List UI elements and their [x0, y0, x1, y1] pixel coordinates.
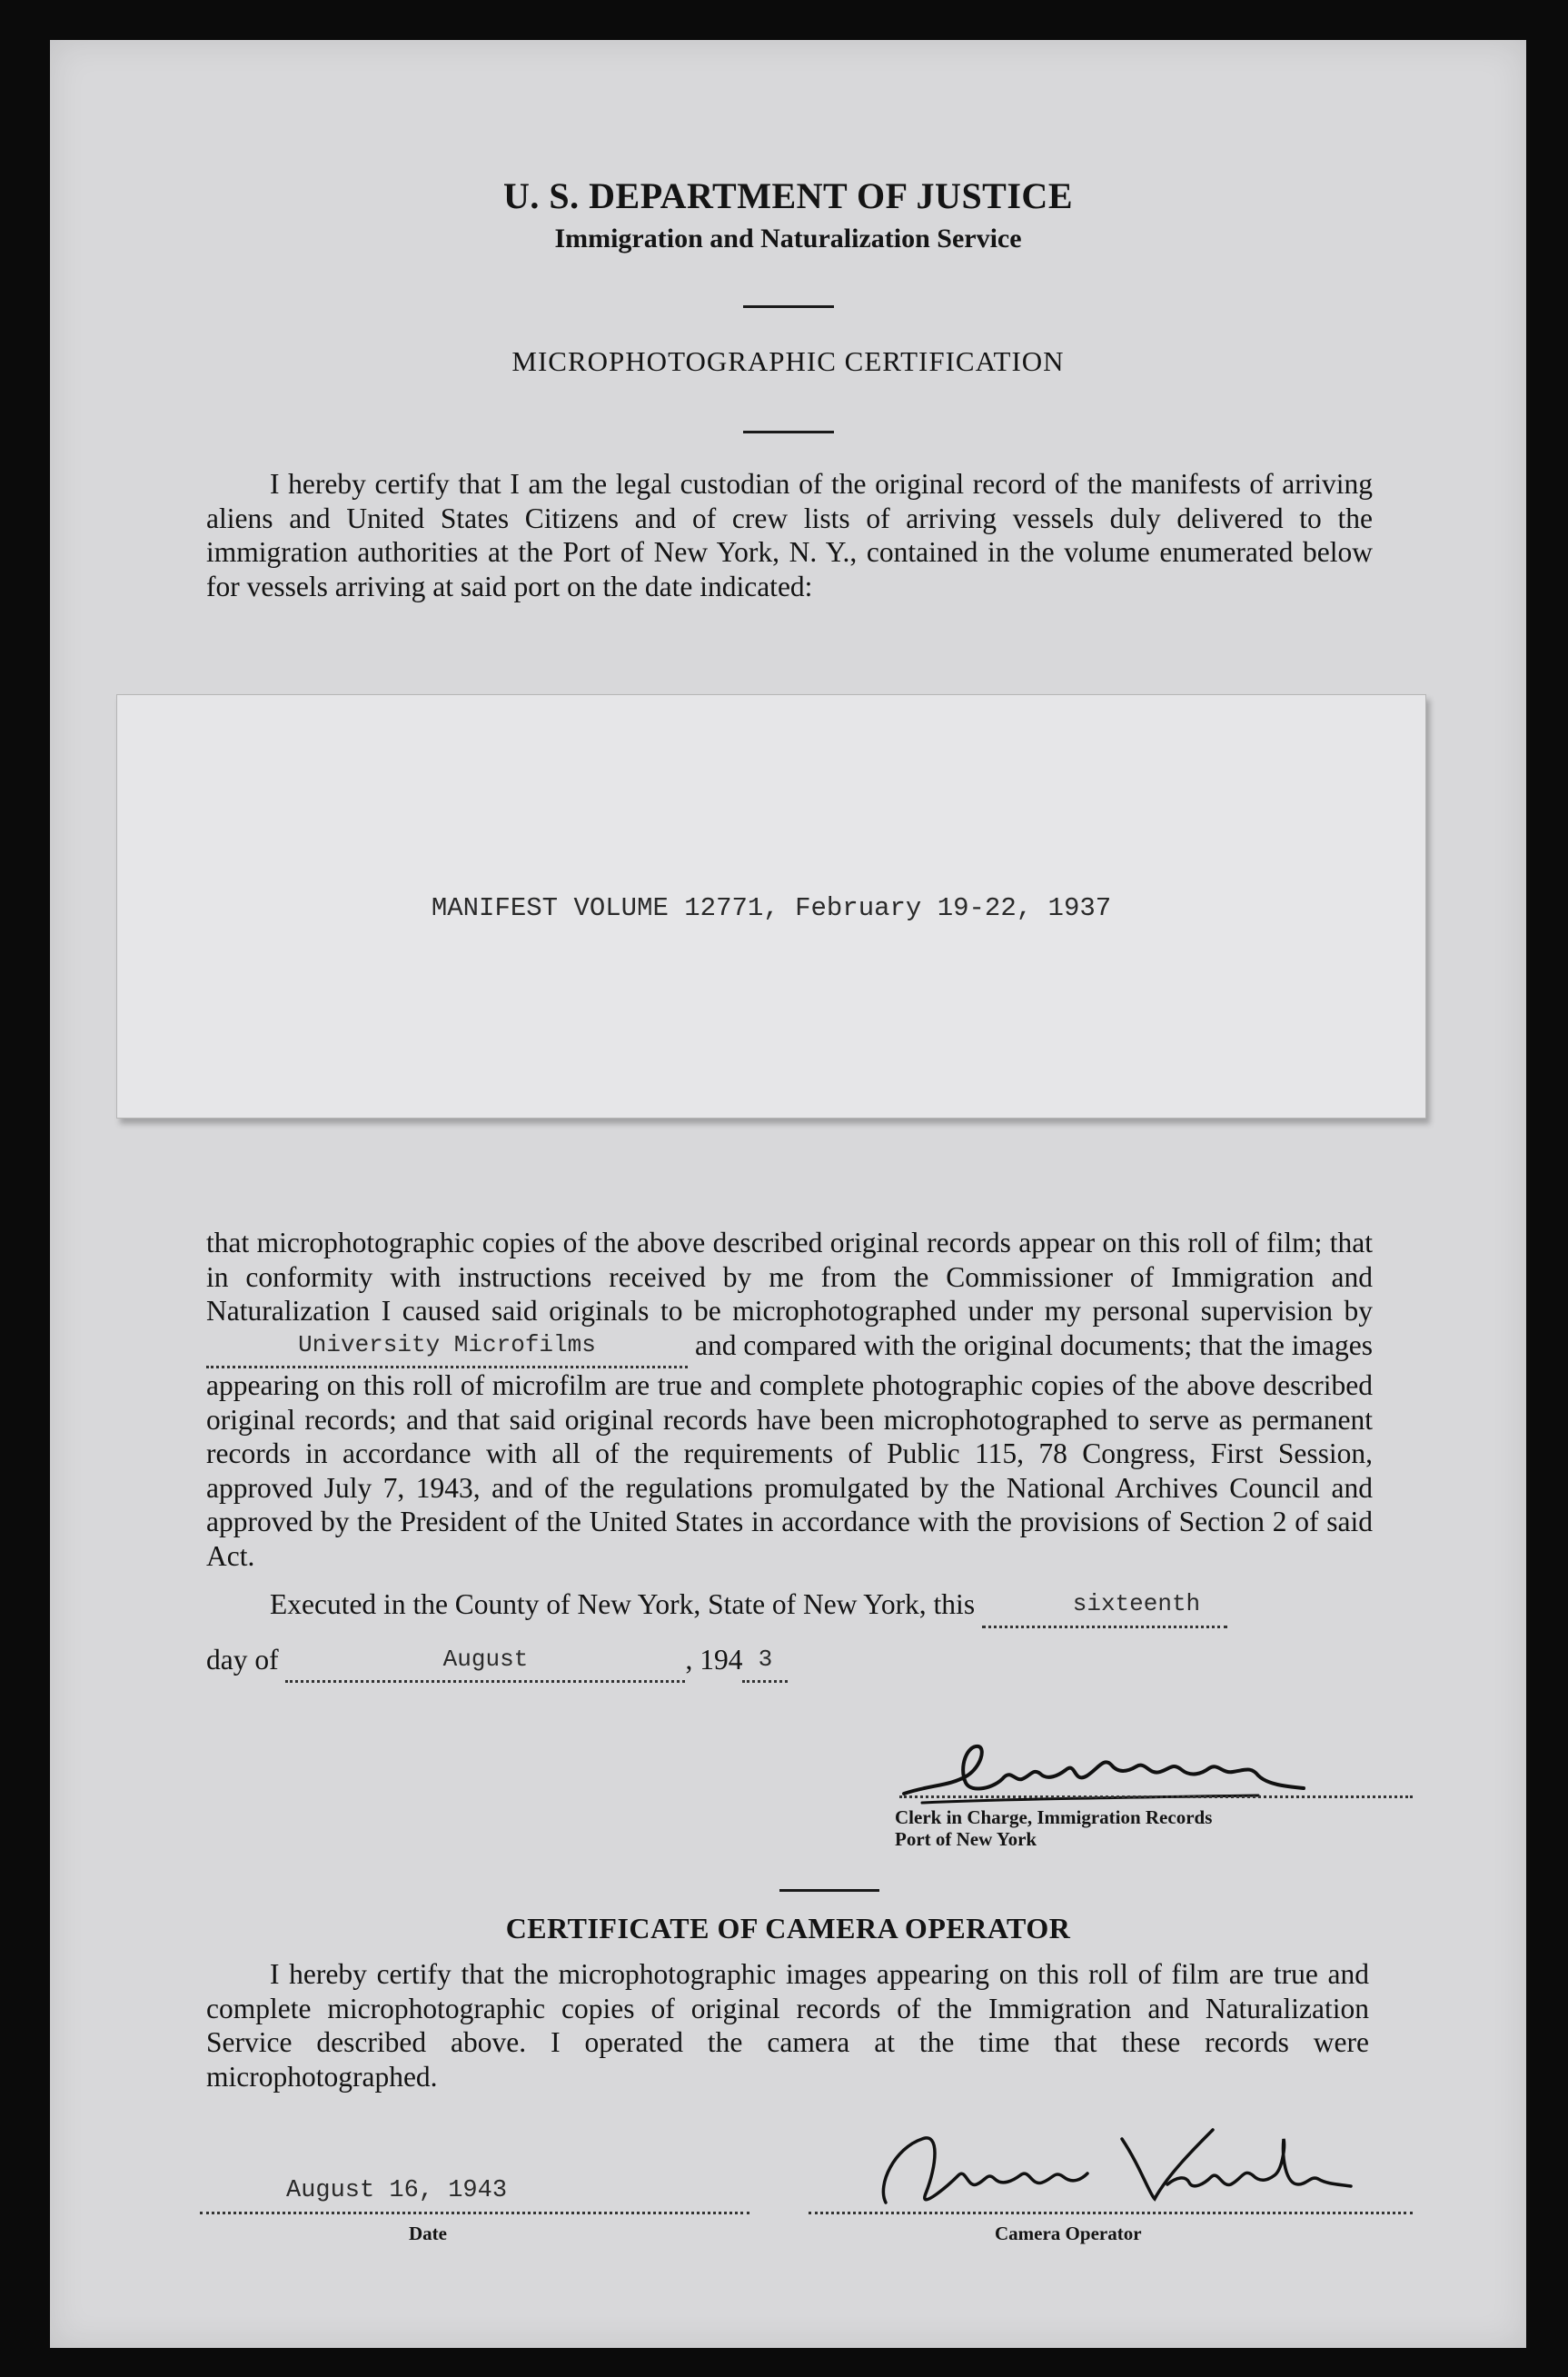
divider-rule	[743, 305, 834, 308]
certificate-page	[50, 40, 1526, 2348]
camera-heading: CERTIFICATE OF CAMERA OPERATOR	[505, 1912, 1071, 1944]
photographer-value: University Microfilms	[298, 1330, 596, 1358]
volume-text: MANIFEST VOLUME 12771, February 19-22, 1937	[431, 893, 1112, 923]
camera-operator-label: Camera Operator	[995, 2223, 1142, 2244]
execution-prefix: Executed in the County of New York, State of New York, this	[270, 1588, 976, 1620]
camera-operator-signature	[849, 2112, 1358, 2221]
body-text-part1: that microphotographic copies of the above described original records appear on this roll of film; that in conformity with instructions received by me from the Commissioner of Immigration and Naturalization I caused said originals to be microphotographed under my personal supervision by	[206, 1227, 1373, 1327]
volume-slip	[116, 694, 1426, 1119]
intro-paragraph	[206, 467, 1373, 603]
month-field	[285, 1643, 685, 1684]
divider-rule	[779, 1889, 879, 1892]
year-field	[742, 1643, 788, 1684]
camera-operator-line	[809, 2212, 1413, 2214]
photographer-field	[206, 1328, 688, 1369]
body-text-part2: and compared with the original documents; that the images appearing on this roll of microfilm are true and complete photographic copies of the above described original records; and that said original records have been microphotographed to serve as permanent records in accordance with all of the requirements of Public 115, 78 Congress, First Session, approved July 7, 1943, and of the regulations promulgated by the National Archives Council and approved by the President of the United States in accordance with the provisions of Section 2 of said Act.	[206, 1328, 1373, 1572]
camera-date-line	[200, 2212, 749, 2214]
service-subheading: Immigration and Naturalization Service	[554, 224, 1022, 254]
clerk-title	[895, 1806, 1212, 1850]
divider-rule	[743, 431, 834, 433]
year-value: 3	[758, 1645, 773, 1673]
day-field	[982, 1587, 1227, 1628]
camera-text: I hereby certify that the microphotographic images appearing on this roll of film are true and complete microphotographic copies of original records of the Immigration and Naturalization Service described above. I operated the camera at the time that these records were microphotographed.	[206, 1958, 1369, 2093]
intro-text: I hereby certify that I am the legal custodian of the original record of the manifests of arriving aliens and United States Citizens and of crew lists of arriving vessels duly delivered to the immigration authorities at the Port of New York, N. Y., contained in the volume enumerated below for vessels arriving at said port on the date indicated:	[206, 468, 1373, 602]
clerk-title-line1: Clerk in Charge, Immigration Records	[895, 1806, 1213, 1828]
camera-date-label: Date	[409, 2223, 447, 2244]
clerk-signature-line	[899, 1795, 1413, 1798]
certification-title: MICROPHOTOGRAPHIC CERTIFICATION	[511, 345, 1065, 377]
execution-line	[206, 1587, 1373, 1628]
camera-paragraph	[206, 1957, 1369, 2094]
day-value: sixteenth	[1072, 1590, 1201, 1617]
year-prefix: , 194	[685, 1643, 743, 1676]
day-of-label: day of	[206, 1643, 279, 1676]
camera-date-value: August 16, 1943	[286, 2177, 508, 2204]
clerk-title-line2: Port of New York	[895, 1828, 1037, 1850]
date-line	[206, 1643, 1373, 1684]
body-paragraph	[206, 1226, 1373, 1683]
month-value: August	[442, 1645, 529, 1673]
agency-heading: U. S. DEPARTMENT OF JUSTICE	[503, 175, 1073, 216]
